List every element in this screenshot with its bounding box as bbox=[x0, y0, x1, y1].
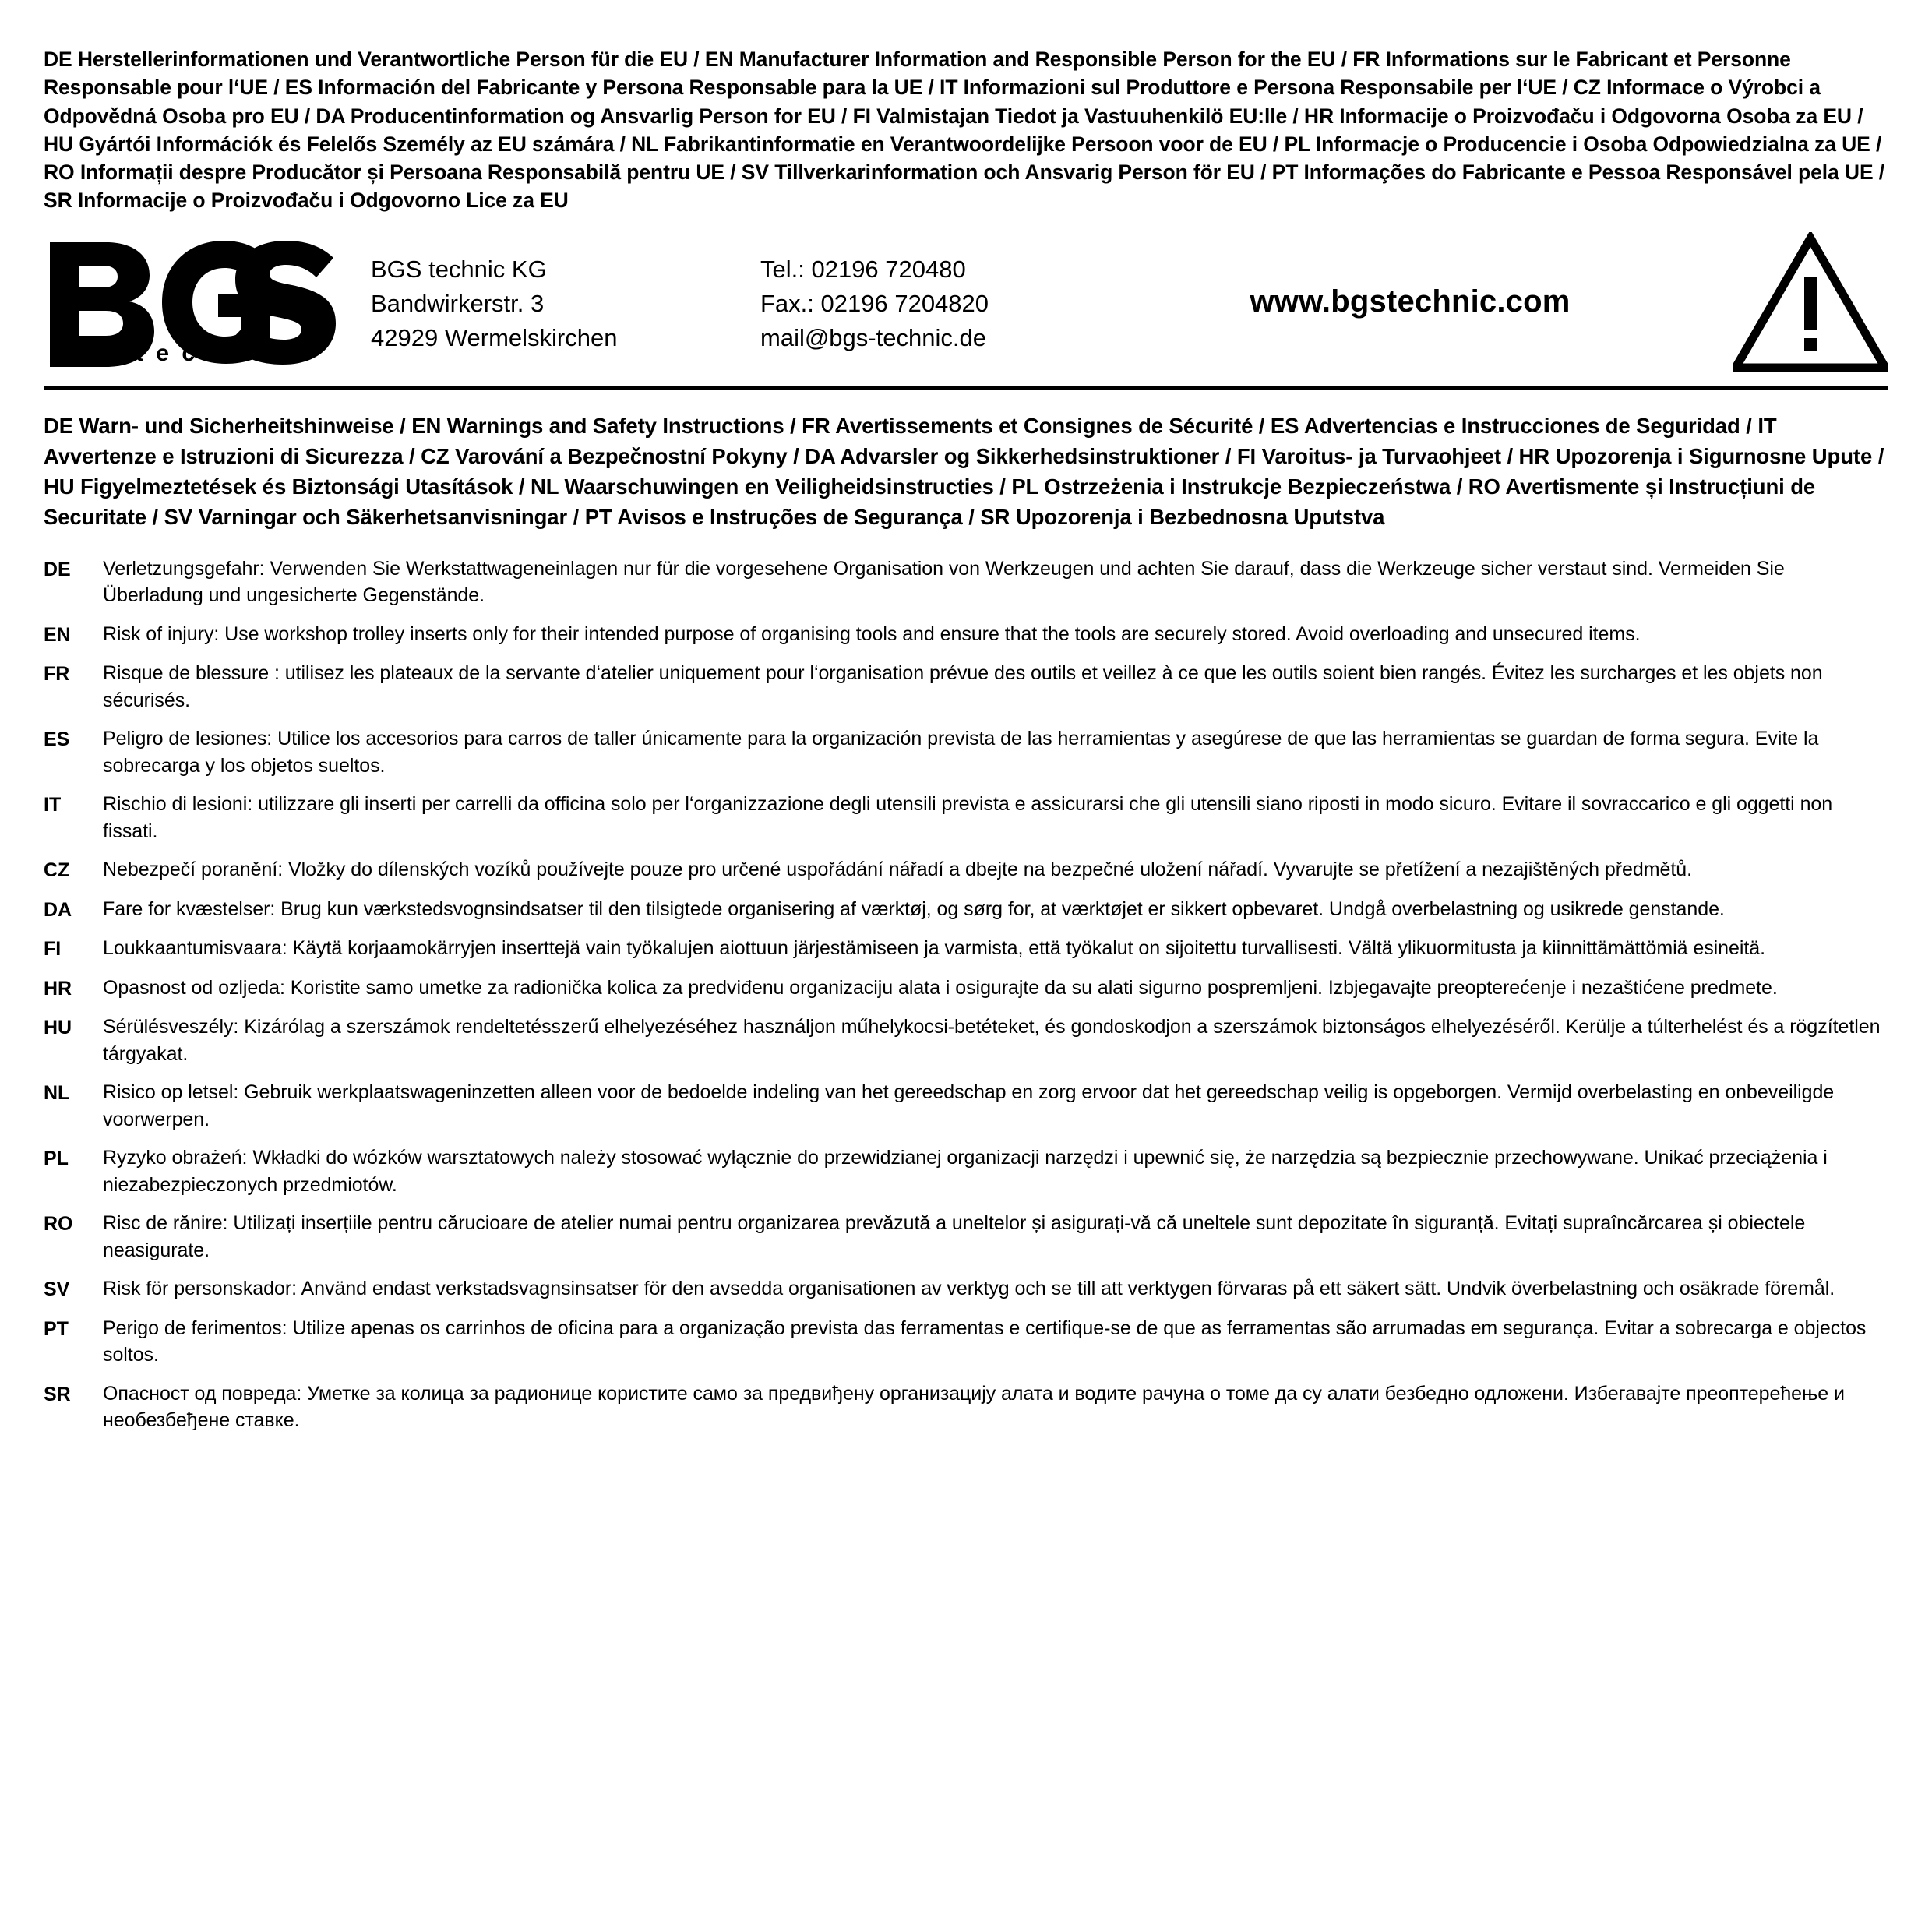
list-item bbox=[44, 975, 1888, 1003]
company-email[interactable]: mail@bgs-technic.de bbox=[760, 323, 986, 351]
svg-text:t e c h n i c: t e c h n i c bbox=[136, 340, 298, 366]
list-item bbox=[44, 1014, 1888, 1067]
language-text: Risc de rănire: Utilizați inserțiile pentru cărucioare de atelier numai pentru organizarea prevăzută a uneltelor și asigurați-vă că uneltele sunt depozitate în siguranță. Evitați supraîncărcarea și obiectele neasigurate. bbox=[103, 1212, 1806, 1261]
company-contact bbox=[760, 249, 1095, 355]
warning-triangle-graphic bbox=[1733, 232, 1888, 372]
company-website[interactable]: www.bgstechnic.com bbox=[1250, 284, 1571, 319]
language-code: FI bbox=[44, 938, 62, 961]
language-code: PL bbox=[44, 1148, 69, 1170]
language-code: EN bbox=[44, 623, 71, 646]
language-code: NL bbox=[44, 1082, 70, 1105]
list-item bbox=[44, 725, 1888, 779]
company-street: Bandwirkerstr. 3 bbox=[371, 289, 545, 317]
list-item bbox=[44, 660, 1888, 714]
list-item bbox=[44, 621, 1888, 649]
list-item bbox=[44, 856, 1888, 884]
language-code: IT bbox=[44, 794, 62, 816]
list-item bbox=[44, 935, 1888, 963]
bgs-logo-graphic bbox=[44, 236, 355, 368]
language-code: RO bbox=[44, 1213, 73, 1236]
warning-triangle-icon bbox=[1709, 232, 1888, 372]
language-code: HR bbox=[44, 977, 72, 999]
list-item bbox=[44, 896, 1888, 924]
language-text: Risk för personskador: Använd endast verkstadsvagnsinsatser för den avsedda organisationen av verktyg och se till att verktygen förvaras på ett säkert sätt. Undvik överbelastning och osäkrade föremål. bbox=[103, 1278, 1835, 1300]
language-text: Fare for kvæstelser: Brug kun værkstedsvognsindsatser til den tilsigtede organisering af værktøj, og sørg for, at værktøjet er sikkert opbevaret. Undgå overbelastning og usikrede genstande. bbox=[103, 897, 1725, 920]
language-code: HU bbox=[44, 1017, 72, 1039]
language-code: SR bbox=[44, 1383, 71, 1405]
language-code: DA bbox=[44, 898, 72, 921]
language-text: Опасност од повреда: Уметке за колица за радионице користите само за предвиђену организацију алата и водите рачуна о томе да су алати безбедно одложени. Избегавајте преоптерећење и необезбеђене ставке. bbox=[103, 1382, 1845, 1432]
list-item bbox=[44, 1079, 1888, 1133]
bgs-logo bbox=[44, 236, 371, 368]
company-tel: Tel.: 02196 720480 bbox=[760, 255, 966, 283]
language-text: Peligro de lesiones: Utilice los accesorios para carros de taller únicamente para la organización prevista de las herramientas y asegúrese de que las herramientas se guardan de forma segura. Evite la sobrecarga y los objetos sueltos. bbox=[103, 728, 1819, 777]
language-text: Risico op letsel: Gebruik werkplaatswageninzetten alleen voor de bedoelde indeling van het gereedschap en zorg ervoor dat het gereedschap veilig is opgeborgen. Vermijd overbelasting en onbeveiligde voorwerpen. bbox=[103, 1081, 1835, 1130]
header-divider bbox=[44, 386, 1888, 390]
list-item bbox=[44, 1315, 1888, 1369]
language-text: Perigo de ferimentos: Utilize apenas os carrinhos de oficina para a organização prevista das ferramentas e certifique-se de que as ferramentas são arrumadas em segurança. Evitar a sobrecarga e objectos soltos. bbox=[103, 1317, 1867, 1366]
list-item bbox=[44, 1380, 1888, 1434]
language-text: Risk of injury: Use workshop trolley inserts only for their intended purpose of organising tools and ensure that the tools are securely stored. Avoid overloading and unsecured items. bbox=[103, 622, 1641, 645]
company-name: BGS technic KG bbox=[371, 255, 547, 283]
language-code: FR bbox=[44, 663, 70, 686]
language-text: Nebezpečí poranění: Vložky do dílenských vozíků používejte pouze pro určené uspořádání nářadí a dbejte na bezpečné uložení nářadí. Vyvarujte se přetížení a nezajištěných předmětů. bbox=[103, 858, 1693, 881]
warnings-heading: DE Warn- und Sicherheitshinweise / EN Warnings and Safety Instructions / FR Avertissements et Consignes de Sécurité / ES Advertencias e Instrucciones de Seguridad / IT Avvertenze e Istruzioni di Sicurezza / CZ Varování a Bezpečnostní Pokyny / DA Advarsler og Sikkerhedsinstruktioner / FI Varoitus- ja Turvaohjeet / HR Upozorenja i Sigurnosne Upute / HU Figyelmeztetések és Biztonsági Utasítások / NL Waarschuwingen en Veiligheidsinstructies / PL Ostrzeżenia i Instrukcje Bezpieczeństwa / RO Avertismente și Instrucțiuni de Securitate / SV Varningar och Säkerhetsanvisningar / PT Avisos e Instruções de Segurança / SR Upozorenja i Bezbednosna Uputstva bbox=[44, 413, 1884, 529]
language-text: Loukkaantumisvaara: Käytä korjaamokärryjen inserttejä vain työkalujen aiottuun järjestämiseen ja varmista, että työkalut on sijoitettu turvallisesti. Vältä ylikuormitusta ja kiinnittämättömiä esineitä. bbox=[103, 937, 1766, 960]
language-code: SV bbox=[44, 1278, 70, 1301]
language-code: PT bbox=[44, 1317, 69, 1340]
language-text: Risque de blessure : utilisez les plateaux de la servante d‘atelier uniquement pour l‘organisation prévue des outils et veillez à ce que les outils soient bien rangés. Évitez les surcharges et les objets non sécurisés. bbox=[103, 662, 1823, 711]
list-item bbox=[44, 791, 1888, 844]
company-fax: Fax.: 02196 7204820 bbox=[760, 289, 989, 317]
language-text: Verletzungsgefahr: Verwenden Sie Werkstattwageneinlagen nur für die vorgesehene Organisation von Werkzeugen und achten Sie darauf, dass die Werkzeuge sicher verstaut sind. Vermeiden Sie Überladung und ungesicherte Gegenstände. bbox=[103, 557, 1785, 607]
company-city: 42929 Wermelskirchen bbox=[371, 323, 618, 351]
language-code: ES bbox=[44, 728, 70, 751]
list-item bbox=[44, 1275, 1888, 1303]
language-code: CZ bbox=[44, 859, 70, 882]
svg-text:®: ® bbox=[282, 238, 300, 265]
language-text: Rischio di lesioni: utilizzare gli inserti per carrelli da officina solo per l‘organizzazione degli utensili prevista e assicurarsi che gli utensili siano riposti in modo sicuro. Evitare il sovraccarico e gli oggetti non fissati. bbox=[103, 793, 1833, 842]
company-info-row bbox=[44, 232, 1888, 386]
language-text: Ryzyko obrażeń: Wkładki do wózków warsztatowych należy stosować wyłącznie do przewidzianej organizacji narzędzi i upewnić się, że narzędzia są bezpiecznie przechowywane. Unikać przeciążenia i niezabezpieczonych przedmiotów. bbox=[103, 1147, 1828, 1196]
list-item bbox=[44, 555, 1888, 609]
instructions-list bbox=[44, 555, 1888, 1434]
company-address bbox=[371, 249, 760, 355]
language-text: Opasnost od ozljeda: Koristite samo umetke za radionička kolica za predviđenu organizaciju alata i osigurajte da su alati sigurno pospremljeni. Izbjegavajte preopterećenje i nezaštićene predmete. bbox=[103, 976, 1778, 999]
list-item bbox=[44, 1210, 1888, 1264]
language-text: Sérülésveszély: Kizárólag a szerszámok rendeltetésszerű elhelyezéséhez használjon műhelykocsi-betéteket, és gondoskodjon a szerszámok biztonságos elhelyezéséről. Kerülje a túlterhelést és a rögzítetlen tárgyakat. bbox=[103, 1016, 1881, 1065]
list-item bbox=[44, 1144, 1888, 1198]
language-code: DE bbox=[44, 558, 71, 580]
manufacturer-info-languages: DE Herstellerinformationen und Verantwortliche Person für die EU / EN Manufacturer Information and Responsible Person for the EU / FR Informations sur le Fabricant et Personne Responsable pour l‘UE / ES Información del Fabricante y Persona Responsable para la UE / IT Informazioni sul Produttore e Persona Responsabile per l‘UE / CZ Informace o Výrobci a Odpovědná Osoba pro EU / DA Producentinformation og Ansvarlig Person for EU / FI Valmistajan Tiedot ja Vastuuhenkilö EU:lle / HR Informacije o Proizvođaču i Odgovorna Osoba za EU / HU Gyártói Információk és Felelős Személy az EU számára / NL Fabrikantinformatie en Verantwoordelijke Persoon voor de EU / PL Informacje o Producencie i Osoba Odpowiedzialna za UE / RO Informații despre Producător și Persoana Responsabilă pentru UE / SV Tillverkarinformation och Ansvarig Person för EU / PT Informações do Fabricante e Pessoa Responsável pela UE / SR Informacije o Proizvođaču i Odgovorno Lice za EU bbox=[44, 48, 1885, 213]
